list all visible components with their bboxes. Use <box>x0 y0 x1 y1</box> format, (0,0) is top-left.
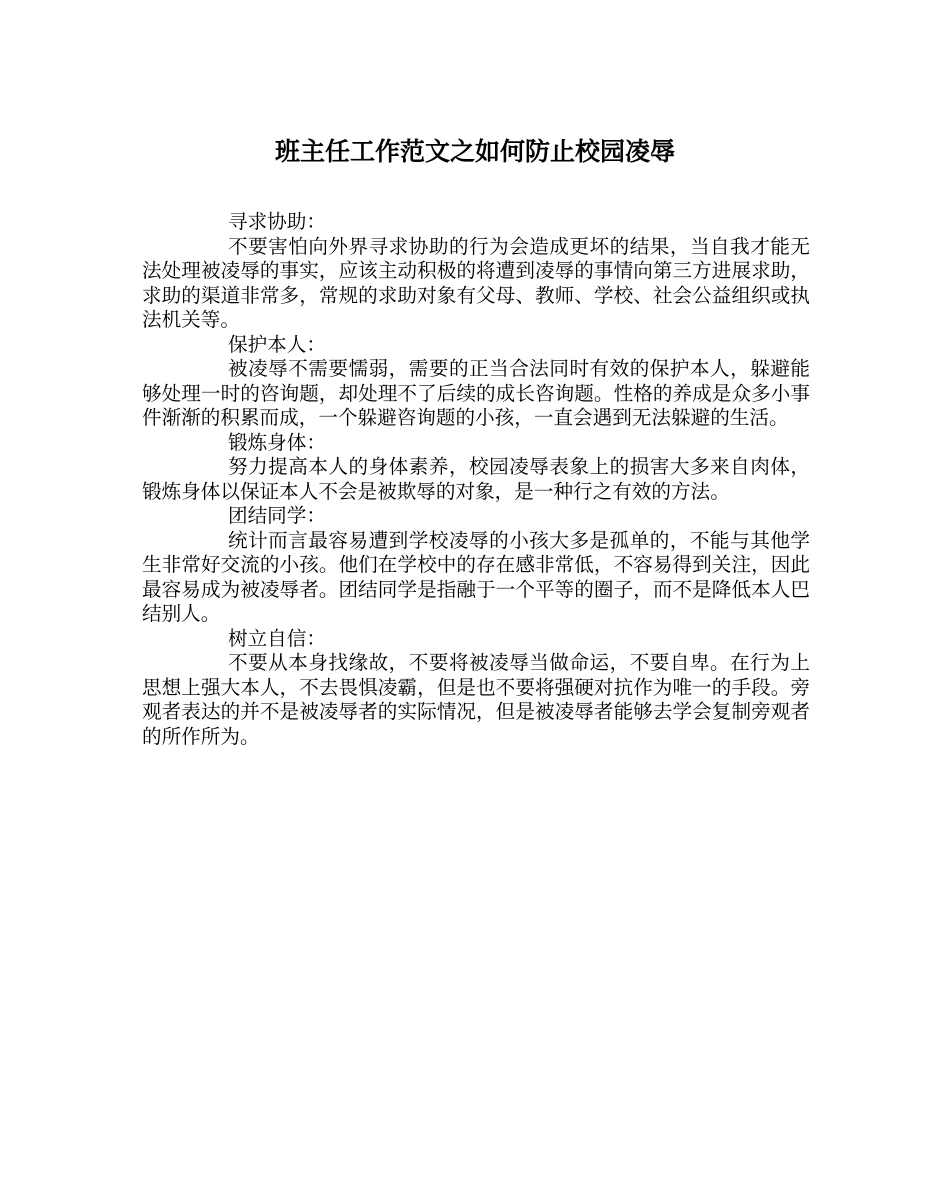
section-protect-self <box>142 333 810 431</box>
section-paragraph: 统计而言最容易遭到学校凌辱的小孩大多是孤单的，不能与其他学生非常好交流的小孩。他们在学校中的存在感非常低，不容易得到关注，因此最容易成为被凌辱者。团结同学是指融于一个平等的圈子，而不是降低本人巴结别人。 <box>142 528 810 625</box>
document-title: 班主任工作范文之如何防止校园凌辱 <box>274 137 675 166</box>
section-build-confidence <box>142 627 810 750</box>
section-paragraph: 努力提高本人的身体素养，校园凌辱表象上的损害大多来自肉体，锻炼身体以保证本人不会是被欺辱的对象，是一种行之有效的方法。 <box>142 455 810 503</box>
section-exercise <box>142 431 810 505</box>
section-heading: 锻炼身体： <box>228 430 326 454</box>
section-paragraph: 被凌辱不需要懦弱，需要的正当合法同时有效的保护本人，躲避能够处理一时的咨询题，却处理不了后续的成长咨询题。性格的养成是众多小事件渐渐的积累而成，一个躲避咨询题的小孩，一直会遇到无法躲避的生活。 <box>142 357 810 429</box>
section-heading: 保护本人： <box>228 332 326 356</box>
section-heading: 团结同学： <box>228 504 326 527</box>
section-unite-classmates <box>142 504 810 627</box>
document-body <box>142 210 810 749</box>
section-paragraph: 不要害怕向外界寻求协助的行为会造成更坏的结果，当自我才能无法处理被凌辱的事实，应该主动积极的将遭到凌辱的事情向第三方进展求助，求助的渠道非常多，常规的求助对象有父母、教师、学校、社会公益组织或执法机关等。 <box>142 234 810 331</box>
section-paragraph: 不要从本身找缘故，不要将被凌辱当做命运，不要自卑。在行为上思想上强大本人，不去畏惧凌霸，但是也不要将强硬对抗作为唯一的手段。旁观者表达的并不是被凌辱者的实际情况，但是被凌辱者能够去学会复制旁观者的所作所为。 <box>142 651 810 748</box>
section-heading: 树立自信： <box>228 626 326 650</box>
section-seek-help <box>142 210 810 333</box>
section-heading: 寻求协助： <box>228 210 326 233</box>
